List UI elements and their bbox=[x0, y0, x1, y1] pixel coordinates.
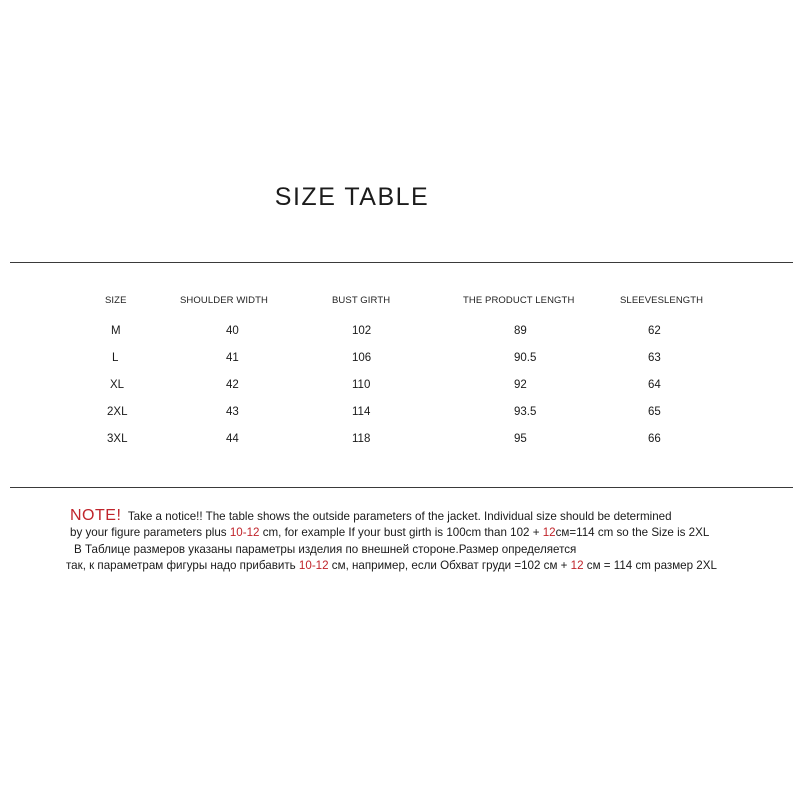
note-line-4 bbox=[66, 559, 717, 572]
table-cell-shoulder: 43 bbox=[226, 406, 239, 418]
note-highlight: 10-12 bbox=[229, 526, 260, 539]
column-header-bust-girth: BUST GIRTH bbox=[332, 295, 391, 306]
table-cell-bust: 110 bbox=[352, 379, 371, 391]
table-cell-bust: 102 bbox=[352, 325, 372, 337]
page-title: SIZE TABLE bbox=[274, 183, 430, 211]
table-cell-sleeve: 62 bbox=[648, 325, 661, 337]
table-cell-length: 92 bbox=[514, 379, 527, 391]
note-highlight: 10-12 bbox=[298, 559, 329, 572]
bottom-divider bbox=[10, 487, 793, 488]
note-text: см = 114 cm размер 2XL bbox=[583, 559, 717, 572]
table-cell-bust: 114 bbox=[352, 406, 371, 418]
note-text: cm, for example If your bust girth is 100cm than 102 + bbox=[259, 526, 543, 539]
note-line-3: В Таблице размеров указаны параметры изделия по внешней стороне.Размер определяется bbox=[74, 543, 577, 556]
note-label: NOTE! bbox=[70, 507, 122, 524]
note-highlight: 12 bbox=[542, 526, 556, 539]
column-header-size: SIZE bbox=[105, 295, 127, 306]
table-cell-sleeve: 63 bbox=[648, 352, 661, 364]
table-cell-shoulder: 44 bbox=[226, 433, 239, 445]
table-cell-size: XL bbox=[110, 379, 125, 391]
note-line-1 bbox=[70, 507, 672, 525]
table-cell-size: 2XL bbox=[107, 406, 128, 418]
column-header-product-length: THE PRODUCT LENGTH bbox=[463, 295, 575, 306]
table-cell-size: L bbox=[112, 352, 119, 364]
note-text: см=114 cm so the Size is 2XL bbox=[555, 526, 710, 539]
column-header-sleeves-length: SLEEVESLENGTH bbox=[620, 295, 704, 306]
note-text: см, например, если Обхват груди =102 см + bbox=[328, 559, 571, 572]
table-cell-shoulder: 42 bbox=[226, 379, 239, 391]
table-cell-size: 3XL bbox=[107, 433, 128, 445]
table-cell-shoulder: 40 bbox=[226, 325, 239, 337]
note-text: так, к параметрам фигуры надо прибавить bbox=[66, 559, 299, 572]
note-text: by your figure parameters plus bbox=[70, 526, 230, 539]
table-cell-shoulder: 41 bbox=[226, 352, 239, 364]
table-cell-bust: 106 bbox=[352, 352, 372, 364]
table-cell-length: 93.5 bbox=[514, 406, 537, 418]
table-cell-length: 95 bbox=[514, 433, 527, 445]
table-cell-length: 89 bbox=[514, 325, 527, 337]
column-header-shoulder-width: SHOULDER WIDTH bbox=[180, 295, 268, 306]
table-cell-size: M bbox=[111, 325, 121, 337]
table-cell-sleeve: 65 bbox=[648, 406, 661, 418]
note-highlight: 12 bbox=[570, 559, 584, 572]
table-cell-sleeve: 66 bbox=[648, 433, 661, 445]
note-line-2 bbox=[70, 526, 709, 539]
note-text: Take a notice!! The table shows the outside parameters of the jacket. Individual size should be determined bbox=[127, 510, 672, 523]
table-cell-length: 90.5 bbox=[514, 352, 537, 364]
table-cell-sleeve: 64 bbox=[648, 379, 661, 391]
table-cell-bust: 118 bbox=[352, 433, 371, 445]
